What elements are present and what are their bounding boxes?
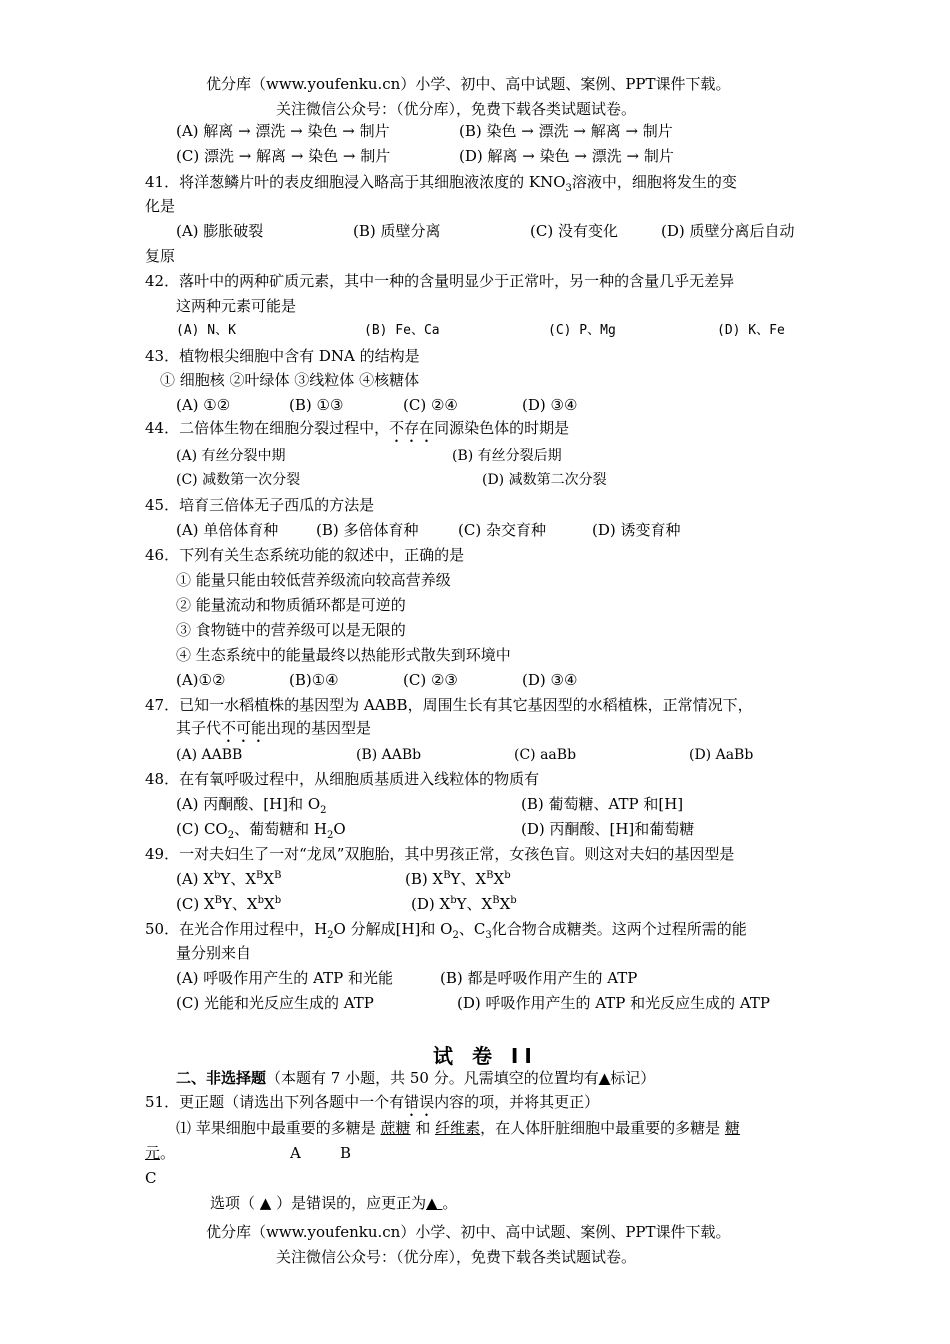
q51-part-1: ⑴ 苹果细胞中最重要的多糖是 蔗糖 和 纤维素，在人体肝脏细胞中最重要的多糖是 糖 <box>176 1119 740 1137</box>
q45-option-a: (A) 单倍体育种 <box>176 521 279 539</box>
q42-option-c: (C) P、Mg <box>548 323 616 338</box>
q47-option-c: (C) aaBb <box>514 747 577 763</box>
q46-statement-1: ① 能量只能由较低营养级流向较高营养级 <box>176 571 451 589</box>
header-line-2: 关注微信公众号：（优分库），免费下载各类试题试卷。 <box>276 100 637 118</box>
q42-stem-cont: 这两种元素可能是 <box>176 297 297 315</box>
q40-option-c: (C) 漂洗 → 解离 → 染色 → 制片 <box>176 147 391 165</box>
q44-option-c: (C) 减数第一次分裂 <box>176 472 301 488</box>
q50-option-d: (D) 呼吸作用产生的 ATP 和光反应生成的 ATP <box>457 994 771 1012</box>
answer-blank[interactable]: ▲ <box>426 1194 443 1212</box>
q46-stem: 46．下列有关生态系统功能的叙述中，正确的是 <box>145 546 465 564</box>
footer-line-2: 关注微信公众号：（优分库），免费下载各类试题试卷。 <box>276 1248 637 1266</box>
section-heading: 二、非选择题（本题有 7 小题，共 50 分。凡需填空的位置均有▲标记） <box>176 1069 656 1087</box>
q45-option-c: (C) 杂交育种 <box>458 521 546 539</box>
q47-option-b: (B) AABb <box>356 747 422 763</box>
q46-option-a: (A)①② <box>176 671 226 689</box>
q50-option-c: (C) 光能和光反应生成的 ATP <box>176 994 374 1012</box>
q49-stem: 49．一对夫妇生了一对“龙凤”双胞胎，其中男孩正常，女孩色盲。则这对夫妇的基因型是 <box>145 845 735 863</box>
q46-option-d: (D) ③④ <box>522 671 578 689</box>
q40-option-b: (B) 染色 → 漂洗 → 解离 → 制片 <box>459 122 673 140</box>
q47-stem-cont: 其子代不可能出现的基因型是 <box>176 719 372 737</box>
q48-stem: 48．在有氧呼吸过程中，从细胞质基质进入线粒体的物质有 <box>145 770 540 788</box>
section-title: 试 卷 II <box>433 1044 538 1068</box>
q49-option-b: (B) $X^BY$、$X^BX^b$ <box>405 870 511 888</box>
q48-option-d: (D) 丙酮酸、[H]和葡萄糖 <box>521 820 695 838</box>
q43-items: ① 细胞核 ②叶绿体 ③线粒体 ④核糖体 <box>160 371 420 389</box>
q42-option-b: (B) Fe、Ca <box>364 323 440 338</box>
q51-label-c: C <box>145 1169 157 1187</box>
q50-option-a: (A) 呼吸作用产生的 ATP 和光能 <box>176 969 393 987</box>
q47-stem: 47．已知一水稻植株的基因型为 AABB，周围生长有其它基因型的水稻植株，正常情况下， <box>145 696 753 714</box>
q41-option-c: (C) 没有变化 <box>530 222 618 240</box>
q44-option-b: (B) 有丝分裂后期 <box>452 448 562 464</box>
q41-option-d-cont: 复原 <box>145 247 176 265</box>
q41-option-a: (A) 膨胀破裂 <box>176 222 264 240</box>
q45-option-b: (B) 多倍体育种 <box>316 521 419 539</box>
q42-option-a: (A) N、K <box>176 323 236 338</box>
q51-part-1-cont: 元。 <box>145 1144 176 1162</box>
q46-option-c: (C) ②③ <box>403 671 458 689</box>
q44-option-a: (A) 有丝分裂中期 <box>176 448 286 464</box>
q45-option-d: (D) 诱变育种 <box>592 521 681 539</box>
q43-stem: 43．植物根尖细胞中含有 DNA 的结构是 <box>145 347 420 365</box>
q44-option-d: (D) 减数第二次分裂 <box>482 472 607 488</box>
q45-stem: 45．培育三倍体无子西瓜的方法是 <box>145 496 375 514</box>
q48-option-c: (C) $CO_2$、葡萄糖和 $H_2O$ <box>176 820 346 841</box>
q43-option-a: (A) ①② <box>176 396 231 414</box>
q51-answer-line: 选项（ ▲ ）是错误的，应更正为▲ 。 <box>210 1194 458 1212</box>
q46-statement-4: ④ 生态系统中的能量最终以热能形式散失到环境中 <box>176 646 511 664</box>
q40-option-a: (A) 解离 → 漂洗 → 染色 → 制片 <box>176 122 390 140</box>
q49-option-c: (C) $X^BY$、$X^bX^b$ <box>176 895 282 913</box>
q42-stem: 42．落叶中的两种矿质元素，其中一种的含量明显少于正常叶，另一种的含量几乎无差异 <box>145 272 735 290</box>
q49-option-a: (A) $X^bY$、$X^BX^B$ <box>176 870 282 888</box>
q43-option-b: (B) ①③ <box>289 396 344 414</box>
q42-option-d: (D) K、Fe <box>717 323 785 338</box>
q48-option-a: (A) 丙酮酸、[H]和 $O_2$ <box>176 795 327 816</box>
q51-label-b: B <box>340 1144 352 1162</box>
q40-option-d: (D) 解离 → 染色 → 漂洗 → 制片 <box>459 147 674 165</box>
q49-option-d: (D) $X^bY$、$X^BX^b$ <box>411 895 517 913</box>
q47-option-a: (A) AABB <box>176 747 243 763</box>
q50-option-b: (B) 都是呼吸作用产生的 ATP <box>440 969 638 987</box>
q48-option-b: (B) 葡萄糖、ATP 和[H] <box>521 795 684 813</box>
q41-option-b: (B) 质壁分离 <box>353 222 441 240</box>
q41-option-d: (D) 质壁分离后自动 <box>661 222 795 240</box>
q41-stem: 41．将洋葱鳞片叶的表皮细胞浸入略高于其细胞液浓度的 $KNO_3$溶液中，细胞将发生的变 <box>145 173 737 194</box>
q43-option-c: (C) ②④ <box>403 396 458 414</box>
q51-label-a: A <box>290 1144 301 1162</box>
q46-option-b: (B)①④ <box>289 671 339 689</box>
q47-option-d: (D) AaBb <box>689 747 754 763</box>
q43-option-d: (D) ③④ <box>522 396 578 414</box>
q46-statement-2: ② 能量流动和物质循环都是可逆的 <box>176 596 406 614</box>
q41-stem-cont: 化是 <box>145 197 176 215</box>
q50-stem: 50．在光合作用过程中，$H_2O$ 分解成[H]和 $O_2$、$C_3$化合物合成糖类。这两个过程所需的能 <box>145 920 747 941</box>
blank-marker-icon: ▲ <box>598 1069 611 1087</box>
q50-stem-cont: 量分别来自 <box>176 944 252 962</box>
footer-line-1: 优分库（www.youfenku.cn）小学、初中、高中试题、案例、PPT课件下载。 <box>206 1223 731 1241</box>
q46-statement-3: ③ 食物链中的营养级可以是无限的 <box>176 621 406 639</box>
q44-stem: 44．二倍体生物在细胞分裂过程中，不存在同源染色体的时期是 <box>145 419 570 437</box>
q51-stem: 51．更正题（请选出下列各题中一个有错误内容的项，并将其更正） <box>145 1093 600 1111</box>
header-line-1: 优分库（www.youfenku.cn）小学、初中、高中试题、案例、PPT课件下载。 <box>206 75 731 93</box>
